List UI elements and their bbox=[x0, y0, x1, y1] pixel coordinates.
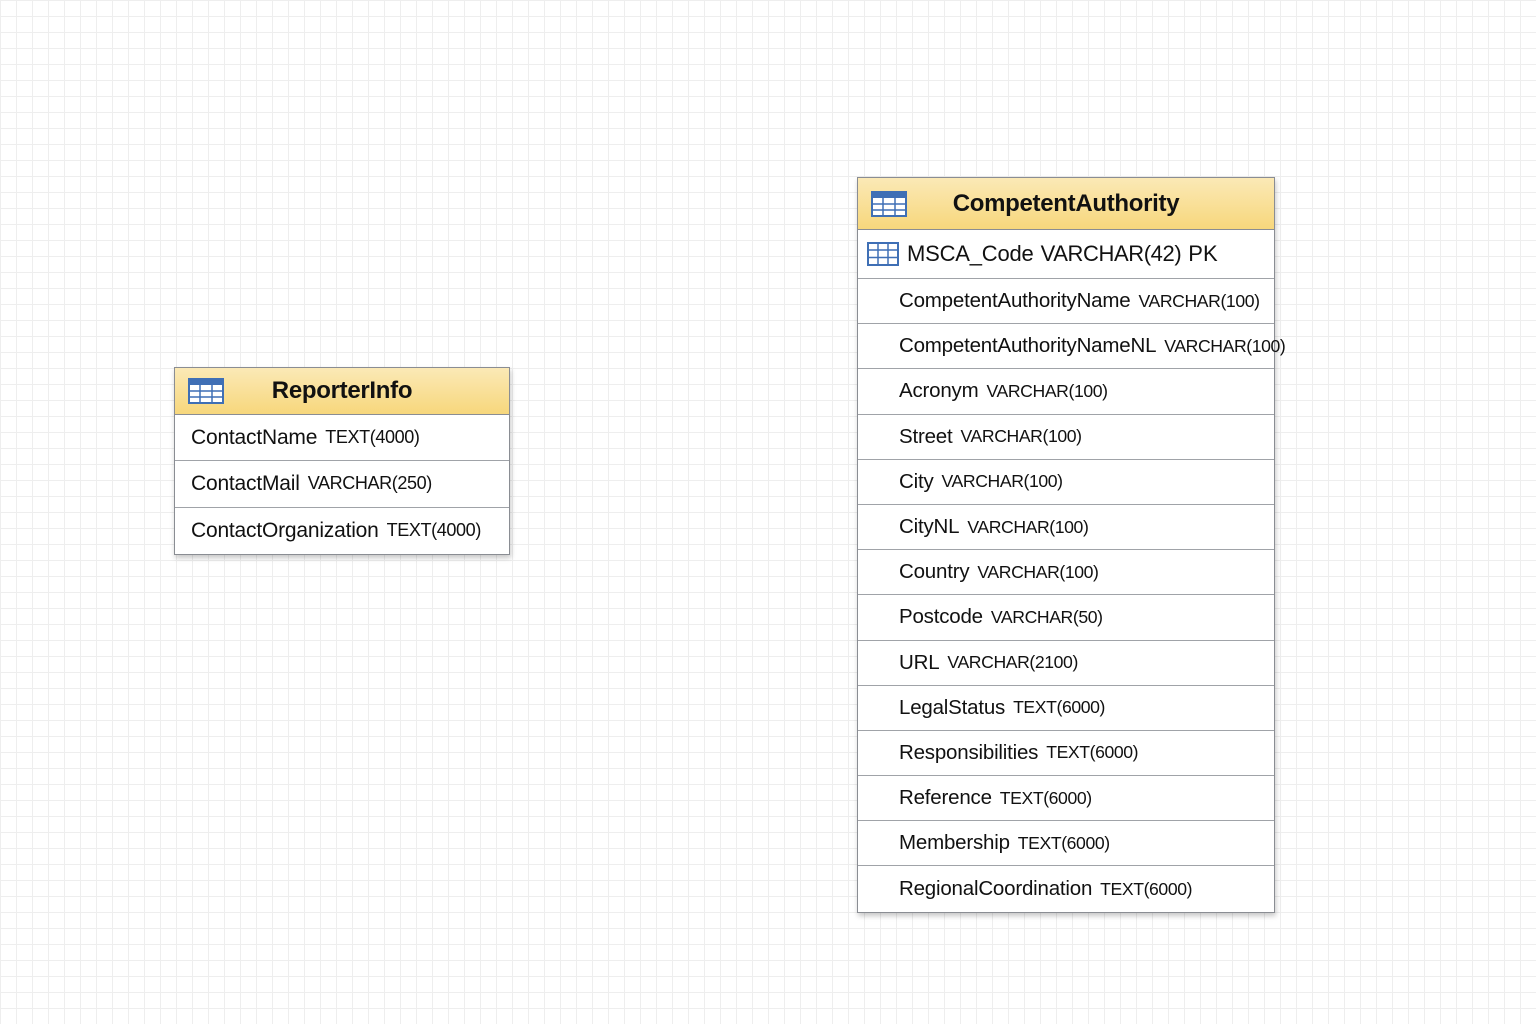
column-name: ContactMail bbox=[191, 471, 300, 495]
column-name: CityNL bbox=[899, 515, 960, 539]
column-name: Reference bbox=[899, 786, 992, 810]
column-type: TEXT(6000) bbox=[999, 787, 1092, 808]
entity-header[interactable] bbox=[175, 368, 509, 415]
entity-reporterinfo[interactable] bbox=[174, 367, 510, 555]
column-type: TEXT(6000) bbox=[1046, 742, 1139, 763]
column-list bbox=[858, 230, 1286, 912]
column-name: LegalStatus bbox=[899, 695, 1006, 719]
column-name: ContactName bbox=[191, 425, 318, 449]
column-type: VARCHAR(50) bbox=[990, 606, 1103, 627]
column-type: VARCHAR(100) bbox=[977, 561, 1099, 582]
column-type: VARCHAR(100) bbox=[967, 516, 1089, 537]
column-type: VARCHAR(100) bbox=[960, 426, 1082, 447]
column-type: VARCHAR(100) bbox=[1138, 290, 1260, 311]
column-name: URL bbox=[899, 650, 940, 674]
column-row-country[interactable] bbox=[858, 550, 1274, 595]
column-name: CompetentAuthorityNameNL bbox=[899, 334, 1157, 358]
column-row-acronym[interactable] bbox=[858, 369, 1274, 414]
column-name: Responsibilities bbox=[899, 740, 1039, 764]
table-icon bbox=[188, 378, 224, 404]
column-row-membership[interactable] bbox=[858, 821, 1274, 866]
column-name: City bbox=[899, 469, 934, 493]
table-icon bbox=[871, 191, 907, 217]
column-type: VARCHAR(2100) bbox=[947, 652, 1078, 673]
column-type: VARCHAR(100) bbox=[986, 380, 1108, 401]
column-row-legalstatus[interactable] bbox=[858, 686, 1274, 731]
entity-title: ReporterInfo bbox=[271, 377, 413, 404]
column-row-street[interactable] bbox=[858, 415, 1274, 460]
column-row-competentauthoritynamenl[interactable] bbox=[858, 324, 1286, 369]
column-type: TEXT(6000) bbox=[1100, 878, 1193, 899]
column-name: RegionalCoordination bbox=[899, 877, 1093, 901]
column-row-contactname[interactable] bbox=[175, 415, 509, 461]
column-type: VARCHAR(42) bbox=[1040, 241, 1182, 266]
column-type: VARCHAR(100) bbox=[1164, 335, 1286, 356]
column-type: TEXT(4000) bbox=[386, 520, 481, 541]
column-name: Acronym bbox=[899, 379, 979, 403]
column-name: ContactOrganization bbox=[191, 518, 379, 542]
column-row-regionalcoordination[interactable] bbox=[858, 866, 1274, 911]
entity-header[interactable] bbox=[858, 178, 1274, 230]
column-type: TEXT(6000) bbox=[1017, 832, 1110, 853]
column-row-city[interactable] bbox=[858, 460, 1274, 505]
column-row-postcode[interactable] bbox=[858, 595, 1274, 640]
column-row-msca-code[interactable] bbox=[858, 230, 1274, 279]
entity-competentauthority[interactable] bbox=[857, 177, 1286, 913]
column-row-citynl[interactable] bbox=[858, 505, 1274, 550]
column-name: Postcode bbox=[899, 605, 983, 629]
column-type: VARCHAR(100) bbox=[941, 471, 1063, 492]
column-name: Membership bbox=[899, 831, 1010, 855]
column-row-responsibilities[interactable] bbox=[858, 731, 1274, 776]
column-type: VARCHAR(250) bbox=[307, 473, 432, 494]
column-name: Country bbox=[899, 560, 970, 584]
column-type: TEXT(4000) bbox=[325, 427, 420, 448]
column-name: CompetentAuthorityName bbox=[899, 289, 1131, 313]
column-row-url[interactable] bbox=[858, 641, 1274, 686]
column-row-contactmail[interactable] bbox=[175, 461, 509, 507]
column-row-competentauthorityname[interactable] bbox=[858, 279, 1274, 324]
column-type: TEXT(6000) bbox=[1013, 697, 1105, 718]
column-row-contactorganization[interactable] bbox=[175, 508, 509, 554]
primary-key-table-icon bbox=[867, 242, 899, 266]
entity-title: CompetentAuthority bbox=[952, 189, 1180, 217]
primary-key-tag: PK bbox=[1188, 241, 1218, 266]
column-list bbox=[175, 415, 509, 554]
column-row-reference[interactable] bbox=[858, 776, 1274, 821]
column-name: MSCA_Code bbox=[907, 241, 1034, 266]
column-name: Street bbox=[899, 424, 953, 448]
